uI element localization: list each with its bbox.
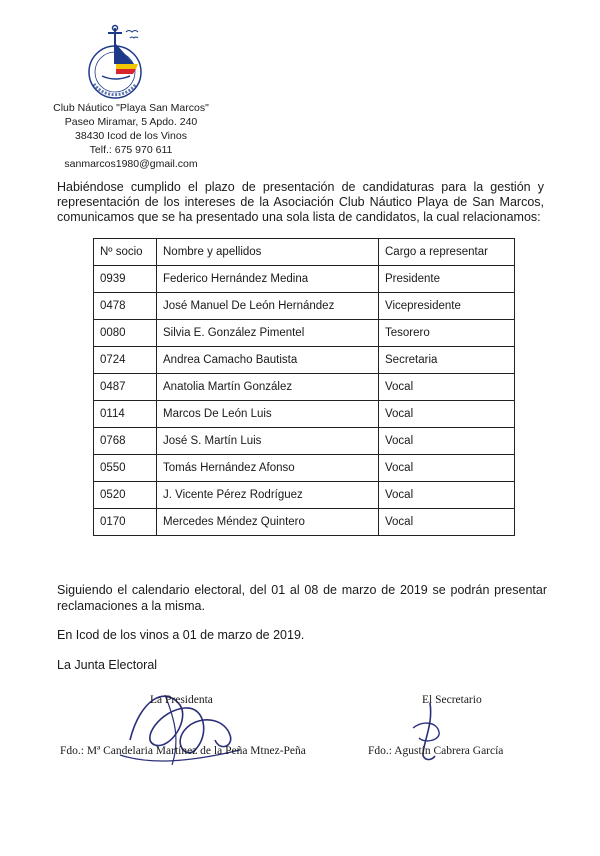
- cell-cargo: Vocal: [379, 374, 515, 401]
- table-row: [94, 401, 515, 428]
- cell-cargo: Tesorero: [379, 320, 515, 347]
- table-row: [94, 509, 515, 536]
- cell-socio: 0114: [94, 401, 157, 428]
- cell-nombre: Tomás Hernández Afonso: [157, 455, 379, 482]
- candidates-table: [93, 238, 515, 536]
- secretario-label: El Secretario: [422, 694, 482, 706]
- cell-socio: 0170: [94, 509, 157, 536]
- cell-cargo: Vocal: [379, 428, 515, 455]
- club-name: Club Náutico "Playa San Marcos": [53, 102, 209, 114]
- secretario-name: Fdo.: Agustín Cabrera García: [368, 745, 504, 757]
- place-date: En Icod de los vinos a 01 de marzo de 2019.: [57, 628, 305, 642]
- intro-line: representación de los intereses de la Asociación Club Náutico Playa de San Marcos,: [57, 195, 544, 209]
- presidenta-label: La Presidenta: [150, 694, 213, 706]
- cell-socio: 0550: [94, 455, 157, 482]
- cell-cargo: Vocal: [379, 455, 515, 482]
- table-row: [94, 455, 515, 482]
- table-row: [94, 293, 515, 320]
- cell-cargo: Vocal: [379, 482, 515, 509]
- secretario-signature: [395, 698, 455, 768]
- cell-cargo: Presidente: [379, 266, 515, 293]
- intro-paragraph: [57, 180, 544, 225]
- presidenta-name: Fdo.: Mª Candelaria Martínez de la Peña Mtnez-Peña: [60, 745, 306, 757]
- table-row: [94, 320, 515, 347]
- calendar-line: reclamaciones a la misma.: [57, 599, 205, 613]
- table-row: [94, 266, 515, 293]
- cell-socio: 0768: [94, 428, 157, 455]
- club-address: Paseo Miramar, 5 Apdo. 240: [64, 116, 198, 128]
- cell-nombre: Silvia E. González Pimentel: [157, 320, 379, 347]
- calendar-line: Siguiendo el calendario electoral, del 01 al 08 de marzo de 2019 se podrán presentar: [57, 583, 547, 597]
- club-email: sanmarcos1980@gmail.com: [64, 158, 198, 170]
- cell-socio: 0939: [94, 266, 157, 293]
- table-row: [94, 482, 515, 509]
- cell-nombre: J. Vicente Pérez Rodríguez: [157, 482, 379, 509]
- cell-nombre: Marcos De León Luis: [157, 401, 379, 428]
- committee-name: La Junta Electoral: [57, 658, 158, 672]
- cell-socio: 0724: [94, 347, 157, 374]
- cell-cargo: Vocal: [379, 401, 515, 428]
- intro-line: comunicamos que se ha presentado una sola lista de candidatos, la cual relacionamos:: [57, 210, 541, 224]
- cell-nombre: Anatolia Martín González: [157, 374, 379, 401]
- table-header-row: [94, 239, 515, 266]
- cell-nombre: Andrea Camacho Bautista: [157, 347, 379, 374]
- cell-socio: 0478: [94, 293, 157, 320]
- cell-nombre: Mercedes Méndez Quintero: [157, 509, 379, 536]
- cell-cargo: Secretaria: [379, 347, 515, 374]
- table-row: [94, 428, 515, 455]
- club-header: [36, 101, 226, 171]
- cell-socio: 0520: [94, 482, 157, 509]
- cell-socio: 0487: [94, 374, 157, 401]
- club-logo: [78, 24, 152, 102]
- table-row: [94, 347, 515, 374]
- intro-line: Habiéndose cumplido el plazo de presentación de candidaturas para la gestión y: [57, 180, 544, 194]
- cell-cargo: Vicepresidente: [379, 293, 515, 320]
- cell-nombre: José Manuel De León Hernández: [157, 293, 379, 320]
- club-city: 38430 Icod de los Vinos: [75, 130, 187, 142]
- header-nombre: Nombre y apellidos: [157, 239, 379, 266]
- table-row: [94, 374, 515, 401]
- calendar-paragraph: [57, 582, 547, 614]
- header-socio: Nº socio: [94, 239, 157, 266]
- cell-socio: 0080: [94, 320, 157, 347]
- cell-nombre: José S. Martín Luis: [157, 428, 379, 455]
- cell-cargo: Vocal: [379, 509, 515, 536]
- club-phone: Telf.: 675 970 611: [89, 144, 173, 156]
- cell-nombre: Federico Hernández Medina: [157, 266, 379, 293]
- header-cargo: Cargo a representar: [379, 239, 515, 266]
